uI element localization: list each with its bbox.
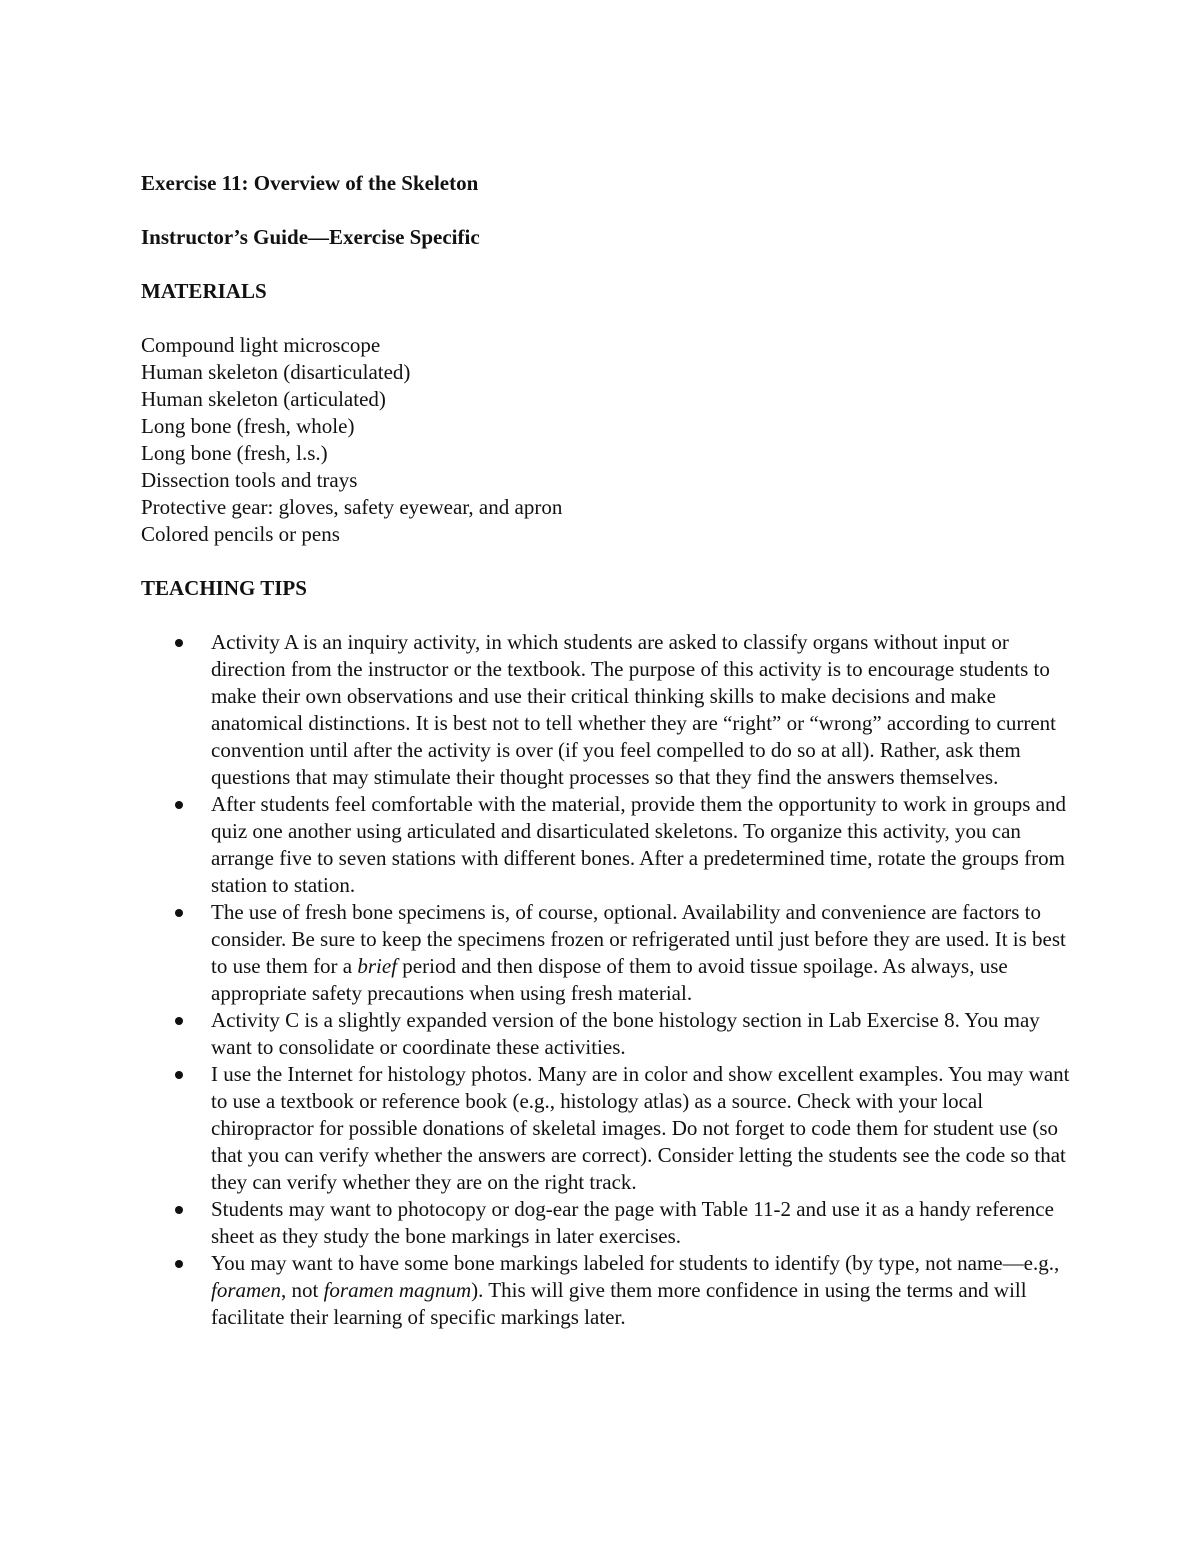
teaching-tips-heading: TEACHING TIPS [141, 576, 307, 600]
tip-text: The use of fresh bone specimens is, of course, optional. Availability and convenience are factors to consider. Be sure to keep the specimens frozen or refrigerated until just before they are used. It is best to use them for a [211, 900, 1066, 978]
document-page [141, 170, 1071, 1331]
materials-item: Human skeleton (disarticulated) [141, 360, 411, 384]
document-subtitle: Instructor’s Guide—Exercise Specific [141, 225, 480, 249]
materials-heading: MATERIALS [141, 279, 267, 303]
materials-item: Dissection tools and trays [141, 468, 358, 492]
bullet-icon [175, 1071, 183, 1079]
bullet-icon [175, 801, 183, 809]
materials-item: Protective gear: gloves, safety eyewear, and apron [141, 495, 563, 519]
materials-item: Long bone (fresh, whole) [141, 414, 355, 438]
teaching-tip-item [141, 791, 1071, 899]
tip-text: After students feel comfortable with the material, provide them the opportunity to work in groups and quiz one another using articulated and disarticulated skeletons. To organize this activity, you can arrange five to seven stations with different bones. After a predetermined time, rotate the groups from station to station. [211, 792, 1066, 897]
teaching-tip-item [141, 1007, 1071, 1061]
bullet-icon [175, 639, 183, 647]
materials-item: Colored pencils or pens [141, 522, 340, 546]
bullet-icon [175, 909, 183, 917]
bullet-icon [175, 1017, 183, 1025]
teaching-tip-item [141, 899, 1071, 1007]
bullet-icon [175, 1260, 183, 1268]
teaching-tips-list [141, 629, 1071, 1331]
tip-text: I use the Internet for histology photos. Many are in color and show excellent examples. You may want to use a textbook or reference book (e.g., histology atlas) as a source. Check with your local chiropractor for possible donations of skeletal images. Do not forget to code them for student use (so that you can verify whether the answers are correct). Consider letting the students see the code so that they can verify whether they are on the right track. [211, 1062, 1070, 1194]
teaching-tip-item [141, 1250, 1071, 1331]
tip-text: Students may want to photocopy or dog-ear the page with Table 11-2 and use it as a handy reference sheet as they study the bone markings in later exercises. [211, 1197, 1054, 1248]
tip-emphasis: foramen [211, 1278, 281, 1302]
document-title: Exercise 11: Overview of the Skeleton [141, 171, 479, 195]
tip-text: period and then dispose of them to avoid tissue spoilage. As always, use appropriate safety precautions when using fresh material. [211, 954, 1008, 1005]
bullet-icon [175, 1206, 183, 1214]
teaching-tip-item [141, 1061, 1071, 1196]
materials-item: Long bone (fresh, l.s.) [141, 441, 328, 465]
materials-item: Human skeleton (articulated) [141, 387, 386, 411]
tip-text: Activity A is an inquiry activity, in which students are asked to classify organs without input or direction from the instructor or the textbook. The purpose of this activity is to encourage students to make their own observations and use their critical thinking skills to make decisions and make anatomical distinctions. It is best not to tell whether they are “right” or “wrong” according to current convention until after the activity is over (if you feel compelled to do so at all). Rather, ask them questions that may stimulate their thought processes so that they find the answers themselves. [211, 630, 1056, 789]
materials-list [141, 332, 1071, 548]
materials-item: Compound light microscope [141, 333, 381, 357]
tip-text: , not [281, 1278, 324, 1302]
tip-emphasis: foramen magnum [323, 1278, 472, 1302]
teaching-tip-item [141, 629, 1071, 791]
tip-text: Activity C is a slightly expanded version of the bone histology section in Lab Exercise 8. You may want to consolidate or coordinate these activities. [211, 1008, 1040, 1059]
tip-text: You may want to have some bone markings labeled for students to identify (by type, not name—e.g., [211, 1251, 1060, 1275]
tip-text: ). This will give them more confidence in using the terms and will facilitate their learning of specific markings later. [211, 1278, 1027, 1329]
tip-emphasis: brief [357, 954, 398, 978]
teaching-tip-item [141, 1196, 1071, 1250]
